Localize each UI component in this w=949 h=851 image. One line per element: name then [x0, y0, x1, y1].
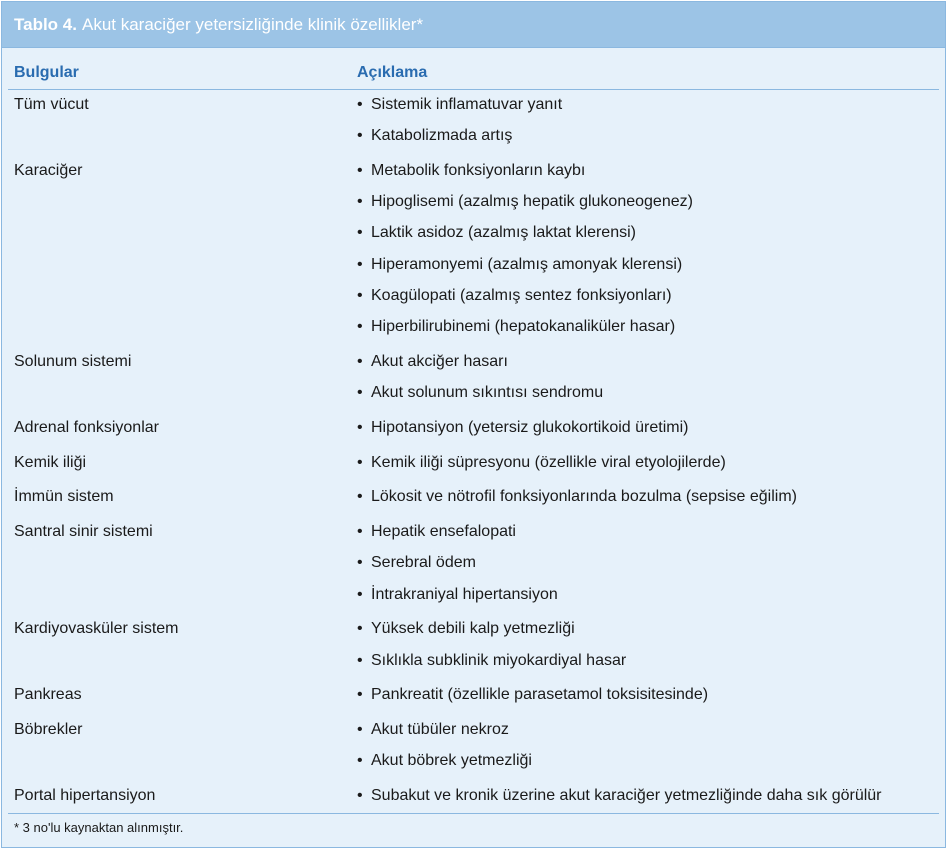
bullet-icon: • [357, 488, 363, 506]
bullet-icon: • [357, 620, 363, 638]
bullet-icon: • [357, 318, 363, 335]
row-finding: Santral sinir sistemi [14, 523, 153, 541]
bullet-icon: • [357, 721, 363, 739]
row-description-item [357, 192, 693, 212]
row-description-item [357, 223, 636, 243]
bullet-icon: • [357, 686, 363, 704]
row-description-text: Katabolizmada artış [371, 127, 513, 145]
row-description-text: Hiperbilirubinemi (hepatokanaliküler hasar) [371, 318, 676, 335]
row-description-text: Koagülopati (azalmış sentez fonksiyonları) [371, 286, 672, 304]
bullet-icon: • [357, 224, 363, 242]
row-description-item [357, 751, 532, 771]
bullet-icon: • [357, 162, 363, 179]
bullet-icon: • [357, 651, 363, 669]
row-description-text: Serebral ödem [371, 554, 476, 572]
row-finding: İmmün sistem [14, 488, 114, 506]
bullet-icon: • [357, 127, 363, 145]
bullet-icon: • [357, 352, 363, 370]
clinical-features-table [1, 1, 946, 848]
bullet-icon: • [357, 286, 363, 304]
row-description-text: Metabolik fonksiyonların kaybı [371, 162, 586, 179]
row-finding: Portal hipertansiyon [14, 787, 156, 805]
table-header-row [2, 60, 945, 88]
bullet-icon: • [357, 787, 363, 805]
bullet-icon: • [357, 554, 363, 572]
row-description-item [357, 487, 797, 507]
row-description-item [357, 95, 562, 115]
bullet-icon: • [357, 453, 363, 471]
row-description-text: Yüksek debili kalp yetmezliği [371, 620, 575, 638]
row-description-item [357, 126, 512, 146]
row-description-item [357, 522, 516, 542]
row-description-item [357, 317, 675, 337]
row-description-item [357, 720, 509, 740]
row-description-text: Sıklıkla subklinik miyokardiyal hasar [371, 651, 627, 669]
row-description-item [357, 255, 682, 275]
row-description-item [357, 553, 476, 573]
row-description-text: Pankreatit (özellikle parasetamol toksisitesinde) [371, 686, 709, 704]
row-description-text: Kemik iliği süpresyonu (özellikle viral etyolojilerde) [371, 453, 726, 471]
table-footnote: * 3 no'lu kaynaktan alınmıştır. [14, 820, 184, 835]
row-finding: Böbrekler [14, 721, 83, 739]
row-description-item [357, 685, 708, 705]
table-caption-text: Akut karaciğer yetersizliğinde klinik özellikler* [81, 14, 424, 34]
row-description-item [357, 786, 882, 806]
row-description-item [357, 619, 575, 639]
row-description-item [357, 352, 508, 372]
row-description-text: Subakut ve kronik üzerine akut karaciğer yetmezliğinde daha sık görülür [371, 787, 882, 805]
row-description-text: Laktik asidoz (azalmış laktat klerensi) [371, 224, 636, 242]
row-finding: Tüm vücut [14, 96, 89, 113]
row-description-text: Akut tübüler nekroz [371, 721, 509, 739]
row-description-text: Hepatik ensefalopati [371, 523, 516, 541]
bullet-icon: • [357, 418, 363, 436]
column-header-findings: Bulgular [14, 64, 79, 81]
bullet-icon: • [357, 585, 363, 603]
bullet-icon: • [357, 96, 363, 113]
row-description-text: Hipoglisemi (azalmış hepatik glukoneogenez) [371, 193, 693, 211]
row-description-text: Lökosit ve nötrofil fonksiyonlarında bozulma (sepsise eğilim) [371, 488, 797, 506]
column-header-description: Açıklama [357, 64, 428, 81]
table-caption [2, 2, 945, 48]
bullet-icon: • [357, 383, 363, 401]
footer-divider [8, 813, 939, 814]
row-finding: Solunum sistemi [14, 352, 132, 370]
row-description-text: İntrakraniyal hipertansiyon [371, 585, 558, 603]
row-description-text: Akut böbrek yetmezliği [371, 752, 532, 770]
bullet-icon: • [357, 523, 363, 541]
header-divider [8, 89, 939, 90]
row-description-item [357, 418, 688, 438]
row-finding: Adrenal fonksiyonlar [14, 418, 159, 436]
row-description-text: Sistemik inflamatuvar yanıt [371, 96, 563, 113]
row-description-item [357, 286, 672, 306]
row-description-item [357, 383, 603, 403]
bullet-icon: • [357, 255, 363, 273]
row-description-item [357, 651, 626, 671]
row-description-text: Akut solunum sıkıntısı sendromu [371, 383, 604, 401]
row-description-text: Akut akciğer hasarı [371, 352, 508, 370]
row-description-item [357, 585, 558, 605]
table-caption-label: Tablo 4. [14, 14, 77, 34]
row-description-text: Hipotansiyon (yetersiz glukokortikoid üretimi) [371, 418, 689, 436]
bullet-icon: • [357, 193, 363, 211]
row-description-item [357, 453, 726, 473]
row-description-text: Hiperamonyemi (azalmış amonyak klerensi) [371, 255, 683, 273]
row-description-item [357, 161, 585, 181]
row-finding: Kardiyovasküler sistem [14, 620, 179, 638]
row-finding: Kemik iliği [14, 453, 87, 471]
row-finding: Karaciğer [14, 162, 83, 179]
bullet-icon: • [357, 752, 363, 770]
row-finding: Pankreas [14, 686, 82, 704]
